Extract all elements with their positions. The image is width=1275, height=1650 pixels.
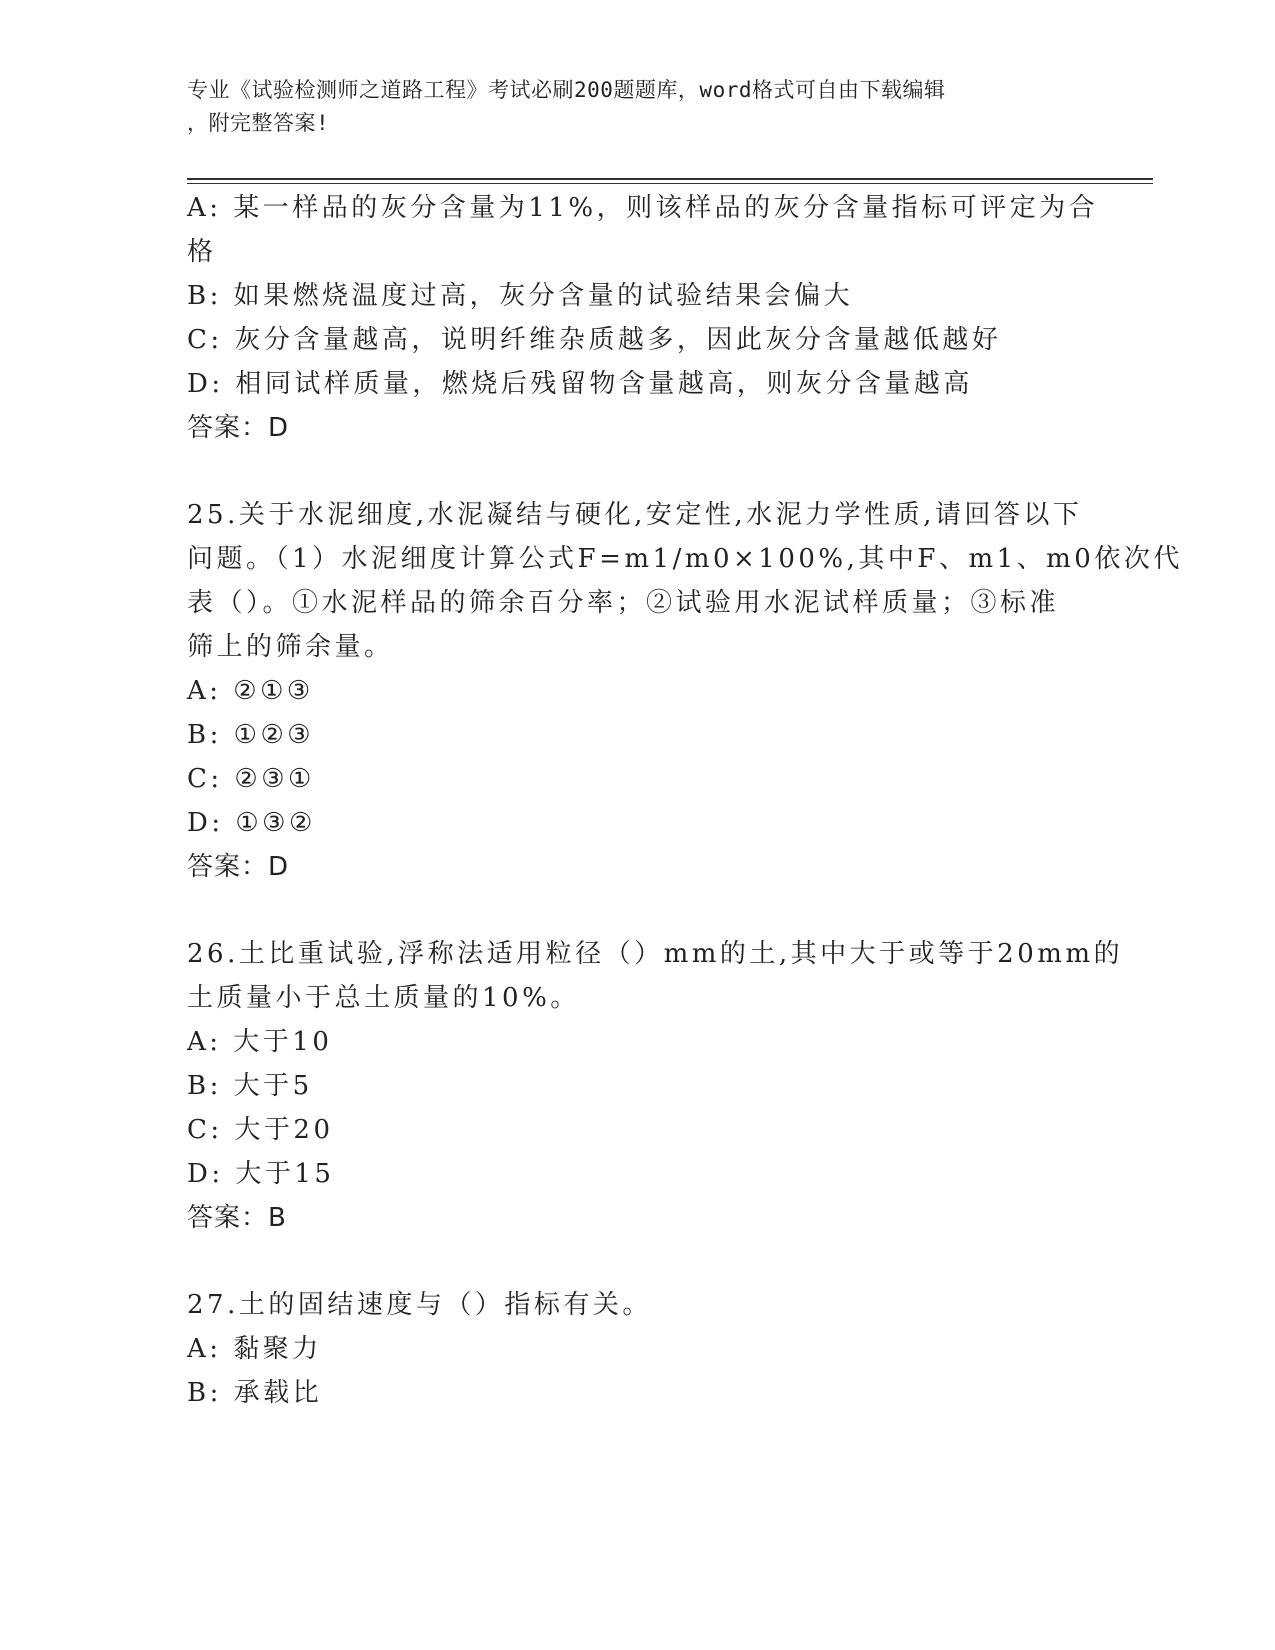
q25-option-d: D: ①③② (187, 808, 316, 838)
header-divider-top (187, 178, 1153, 180)
header-title-line-2: ，附完整答案! (187, 111, 330, 135)
q24-option-b: B: 如果燃烧温度过高，灰分含量的试验结果会偏大 (187, 281, 854, 311)
q26-stem-line-2: 土质量小于总土质量的10%。 (187, 983, 580, 1013)
q24-option-d: D: 相同试样质量，燃烧后残留物含量越高，则灰分含量越高 (187, 369, 973, 399)
q25-option-a: A: ②①③ (187, 676, 314, 706)
q25-option-c: C: ②③① (187, 764, 315, 794)
q26-option-a: A: 大于10 (187, 1027, 333, 1057)
q27-option-b: B: 承载比 (187, 1378, 323, 1408)
q24-option-c: C: 灰分含量越高，说明纤维杂质越多，因此灰分含量越低越好 (187, 325, 1002, 355)
q25-stem-line-1: 25.关于水泥细度,水泥凝结与硬化,安定性,水泥力学性质,请回答以下 (187, 500, 1083, 530)
q26-option-d: D: 大于15 (187, 1159, 335, 1189)
q25-stem-line-3: 表（）。①水泥样品的筛余百分率；②试验用水泥试样质量；③标准 (187, 588, 1060, 618)
q26-answer: 答案：B (187, 1203, 287, 1233)
q27-option-a: A: 黏聚力 (187, 1334, 322, 1364)
q26-option-c: C: 大于20 (187, 1115, 334, 1145)
q24-option-a-line-1: A: 某一样品的灰分含量为11%，则该样品的灰分含量指标可评定为合 (187, 193, 1099, 223)
q25-stem-line-4: 筛上的筛余量。 (187, 632, 394, 662)
document-header (187, 74, 1087, 140)
q24-answer: 答案：D (187, 413, 290, 443)
q25-option-b: B: ①②③ (187, 720, 315, 750)
q26-option-b: B: 大于5 (187, 1071, 313, 1101)
q25-stem-line-2: 问题。（1）水泥细度计算公式F=m1/m0×100%,其中F、m1、m0依次代 (187, 544, 1183, 574)
q26-stem-line-1: 26.土比重试验,浮称法适用粒径（）mm的土,其中大于或等于20mm的 (187, 939, 1124, 969)
q24-option-a-line-2: 格 (187, 237, 217, 267)
header-title-line-1: 专业《试验检测师之道路工程》考试必刷200题题库，word格式可自由下载编辑 (187, 78, 946, 102)
q27-stem-line-1: 27.土的固结速度与（）指标有关。 (187, 1290, 652, 1320)
q25-answer: 答案：D (187, 852, 290, 882)
header-divider-bottom (187, 183, 1153, 184)
